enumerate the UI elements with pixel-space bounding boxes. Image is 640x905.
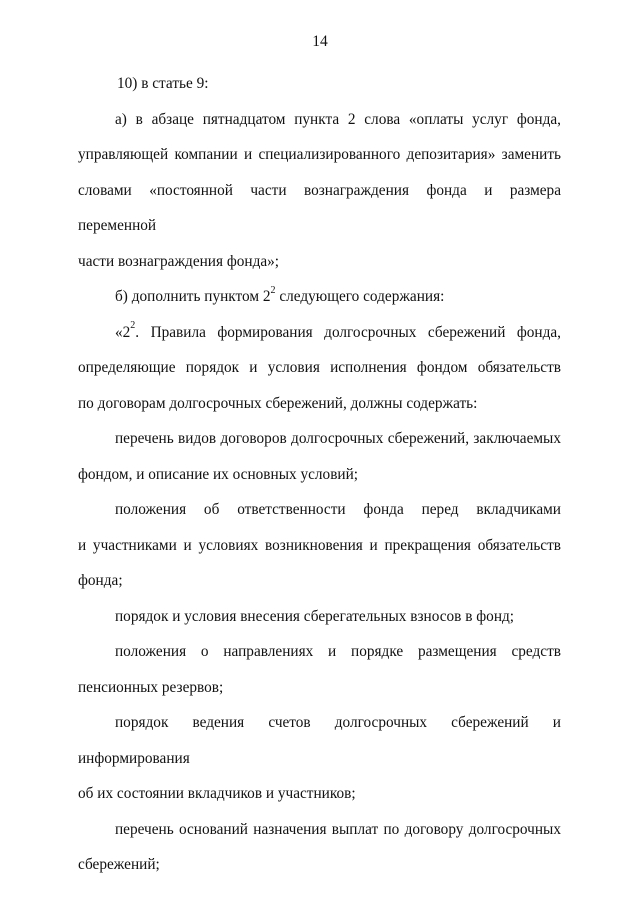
text-line: 10) в статье 9: (117, 75, 209, 92)
text-line: об их состоянии вкладчиков и участников; (78, 785, 356, 802)
text-line: управляющей компании и специализированного депозитария» заменить (78, 146, 561, 163)
text-line: перечень видов договоров долгосрочных сбережений, заключаемых (115, 430, 561, 447)
text-line: пенсионных резервов; (78, 678, 224, 696)
text-line: фонда; (78, 572, 123, 589)
paragraph-point-2-2 (78, 315, 561, 422)
paragraph-list-1 (78, 421, 561, 492)
text-line: по договорам долгосрочных сбережений, должны содержать: (78, 394, 478, 412)
text-line: порядок ведения счетов долгосрочных сбережений и информирования (78, 714, 561, 767)
paragraph-item-10 (78, 66, 561, 102)
text-line: порядок и условия внесения сберегательных взносов в фонд; (115, 607, 515, 625)
paragraph-list-4 (78, 634, 561, 705)
text-line: положения об ответственности фонда перед вкладчиками (115, 501, 561, 518)
text-line: а) в абзаце пятнадцатом пункта 2 слова «оплаты услуг фонда, (115, 110, 561, 128)
paragraph-list-2 (78, 492, 561, 599)
paragraph-sub-b (78, 279, 561, 315)
superscript: 2 (270, 284, 276, 296)
paragraph-list-6 (78, 812, 561, 883)
text-fragment: следующего содержания: (275, 288, 445, 305)
text-line: словами «постоянной части вознаграждения фонда и размера переменной (78, 181, 561, 234)
text-fragment: . Правила формирования долгосрочных сбережений фонда, (135, 323, 561, 341)
text-line: и участниками и условиях возникновения и прекращения обязательств (78, 536, 561, 554)
text-line: сбережений; (78, 856, 160, 873)
text-line: фондом, и описание их основных условий; (78, 465, 359, 483)
paragraph-sub-a (78, 102, 561, 280)
text-line: определяющие порядок и условия исполнения фондом обязательств (78, 359, 561, 376)
text-fragment: «2 (115, 323, 131, 341)
text-line: перечень оснований назначения выплат по договору долгосрочных (115, 820, 561, 838)
paragraph-list-5 (78, 705, 561, 812)
text-line: положения о направлениях и порядке размещения средств (115, 643, 561, 660)
text-fragment: б) дополнить пунктом 2 (115, 288, 271, 305)
document-body (78, 66, 561, 883)
page-number: 14 (312, 33, 328, 50)
superscript: 2 (130, 320, 136, 332)
text-line (78, 315, 561, 351)
text-line: части вознаграждения фонда»; (78, 252, 280, 270)
paragraph-list-3 (78, 599, 561, 635)
